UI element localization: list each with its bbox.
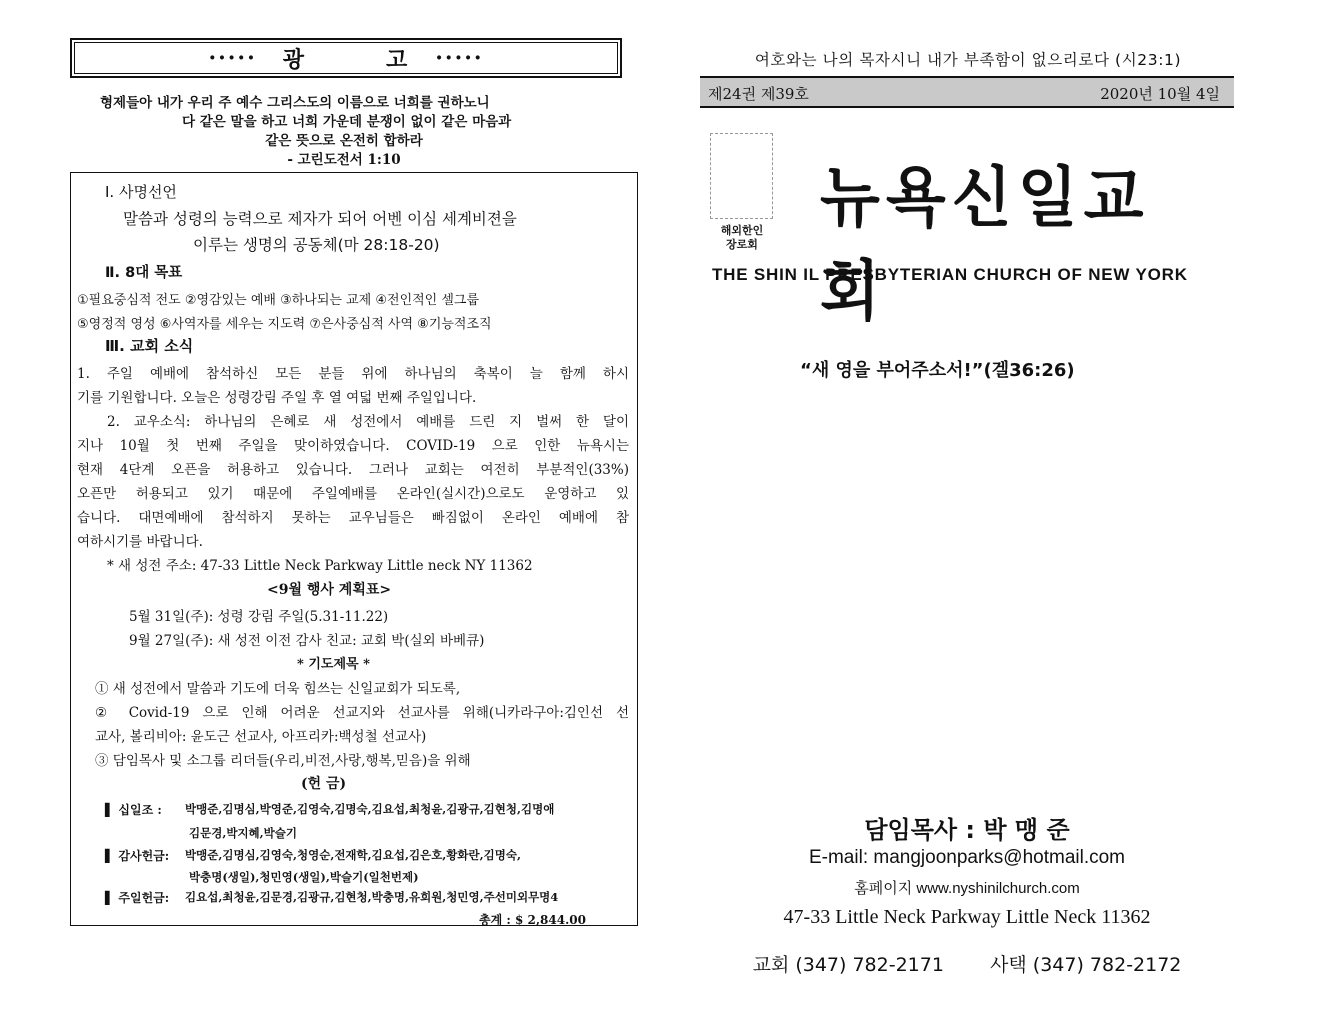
news-p2-line: 2. 교우소식: 하나님의 은혜로 새 성전에서 예배를 드린 지 벌써 한 달이	[107, 414, 629, 430]
title-char-1: 광	[282, 46, 306, 73]
tithe-label: ▌ 십일조 :	[105, 803, 162, 817]
homepage	[700, 877, 1234, 898]
prayer-item: ② Covid-19 으로 인해 어려운 선교지와 선교사를 위해(니카라구아:김인선 선	[95, 705, 629, 721]
title-char-2: 고	[386, 46, 410, 73]
homepage-label: 홈페이지	[854, 880, 913, 897]
mission-line-1: 말씀과 성령의 능력으로 제자가 되어 어벤 이심 세계비젼을	[123, 210, 517, 228]
church-phone: 교회 (347) 782-2171	[752, 954, 944, 976]
prayer-heading: * 기도제목 *	[297, 657, 370, 672]
mission-heading: Ⅰ. 사명선언	[105, 183, 177, 201]
intro-verse-reference: - 고린도전서 1:10	[287, 152, 401, 168]
prayer-item: ③ 담임목사 및 소그룹 리더들(우리,비전,사랑,행복,믿음)을 위해	[95, 753, 471, 769]
intro-verse-line: 형제들아 내가 우리 주 예수 그리스도의 이름으로 너희를 권하노니	[100, 95, 490, 111]
denomination-line: 해외한인	[720, 224, 764, 237]
title-dots-right: ·····	[435, 45, 484, 71]
news-p2-line: 여하시기를 바랍니다.	[77, 534, 203, 550]
schedule-item: 5월 31일(주): 성령 강림 주일(5.31-11.22)	[129, 609, 389, 625]
offering-heading: (헌 금)	[301, 776, 347, 792]
title-dots-left: ·····	[208, 45, 257, 71]
intro-verse-line: 다 같은 말을 하고 너희 가운데 분쟁이 없이 같은 마음과	[182, 114, 512, 130]
contact-email: E-mail: mangjoonparks@hotmail.com	[808, 847, 1125, 868]
tithe-names: 박맹준,김명심,박영준,김영숙,김명숙,김요섭,최청윤,김광규,김현청,김명애	[185, 802, 555, 816]
denomination-line: 장로회	[726, 238, 758, 251]
news-p1-line: 1. 주일 예배에 참석하신 모든 분들 위에 하나님의 축복이 늘 함께 하시	[77, 366, 629, 382]
home-phone: 사택 (347) 782-2172	[990, 954, 1182, 976]
news-heading: Ⅲ. 교회 소식	[105, 337, 194, 355]
church-address: 47-33 Little Neck Parkway Little Neck 11362	[783, 906, 1151, 928]
news-p1-line: 기를 기원합니다. 오늘은 성령강림 주일 후 열 여덟 번째 주일입니다.	[77, 390, 477, 406]
thanks-names: 박충명(생일),청민영(생일),박슬기(일천번제)	[189, 870, 419, 884]
new-sanctuary-address: * 새 성전 주소: 47-33 Little Neck Parkway Little neck NY 11362	[107, 558, 533, 574]
phone-numbers	[700, 950, 1234, 977]
senior-pastor: 담임목사 : 박 맹 준	[864, 816, 1070, 844]
motto-verse: 여호와는 나의 목자시니 내가 부족함이 없으리로다 (시23:1)	[754, 51, 1182, 69]
thanks-label: ▌ 감사헌금:	[105, 849, 170, 863]
prayer-item: 교사, 볼리비아: 윤도근 선교사, 아프리카:백성철 선교사)	[95, 729, 427, 745]
issue-date: 2020년 10월 4일	[1100, 85, 1220, 103]
offering-total: 총계 : $ 2,844.00	[479, 913, 586, 927]
volume-number: 제24권 제39호	[708, 85, 809, 103]
church-logo-placeholder	[710, 133, 773, 219]
ad-section-title	[70, 38, 622, 78]
church-name-english: THE SHIN IL PRESBYTERIAN CHURCH OF NEW YORK	[712, 265, 1188, 284]
mission-line-2: 이루는 생명의 공동체(마 28:18-20)	[193, 236, 440, 254]
sermon-theme: “새 영을 부어주소서!”(겔36:26)	[800, 360, 1075, 381]
goals-line-1: ①필요중심적 전도 ②영감있는 예배 ③하나되는 교제 ④전인적인 셀그룹	[77, 293, 480, 308]
intro-verse	[70, 94, 618, 170]
intro-verse-line: 같은 뜻으로 온전히 합하라	[265, 133, 423, 149]
goals-heading: Ⅱ. 8대 목표	[105, 265, 183, 281]
prayer-item: ① 새 성전에서 말씀과 기도에 더욱 힘쓰는 신일교회가 되도록,	[95, 681, 461, 697]
tithe-names: 김문경,박지혜,박슬기	[189, 826, 297, 840]
thanks-names: 박맹준,김명심,김영숙,청영순,전재학,김요섭,김은호,황화란,김명숙,	[185, 848, 521, 862]
denomination-caption	[704, 224, 780, 252]
news-p2-line: 오픈만 허용되고 있기 때문에 주일예배를 온라인(실시간)으로도 운영하고 있	[77, 486, 629, 502]
sunday-names: 김요섭,최청윤,김문경,김광규,김현청,박충명,유희원,청민영,주선미외무명4	[185, 890, 559, 904]
goals-line-2: ⑤영정적 영성 ⑥사역자를 세우는 지도력 ⑦은사중심적 사역 ⑧기능적조직	[77, 317, 492, 332]
schedule-heading: <9월 행사 계획표>	[267, 582, 392, 598]
issue-bar	[700, 76, 1234, 108]
church-name-korean: 뉴욕신일교회	[820, 159, 1150, 330]
news-p2-line: 지나 10월 첫 번째 주일을 맞이하였습니다. COVID-19 으로 인한 뉴욕시는	[77, 438, 629, 454]
announcements-box	[70, 172, 638, 926]
news-p2-line: 현재 4단계 오픈을 허용하고 있습니다. 그러나 교회는 여전히 부분적인(33%)	[77, 462, 629, 478]
sunday-label: ▌ 주일헌금:	[105, 891, 170, 905]
news-p2-line: 습니다. 대면예배에 참석하지 못하는 교우님들은 빠짐없이 온라인 예배에 참	[77, 510, 629, 526]
homepage-url[interactable]: www.nyshinilchurch.com	[916, 880, 1080, 897]
schedule-item: 9월 27일(주): 새 성전 이전 감사 친교: 교회 박(실외 바베큐)	[129, 633, 485, 649]
